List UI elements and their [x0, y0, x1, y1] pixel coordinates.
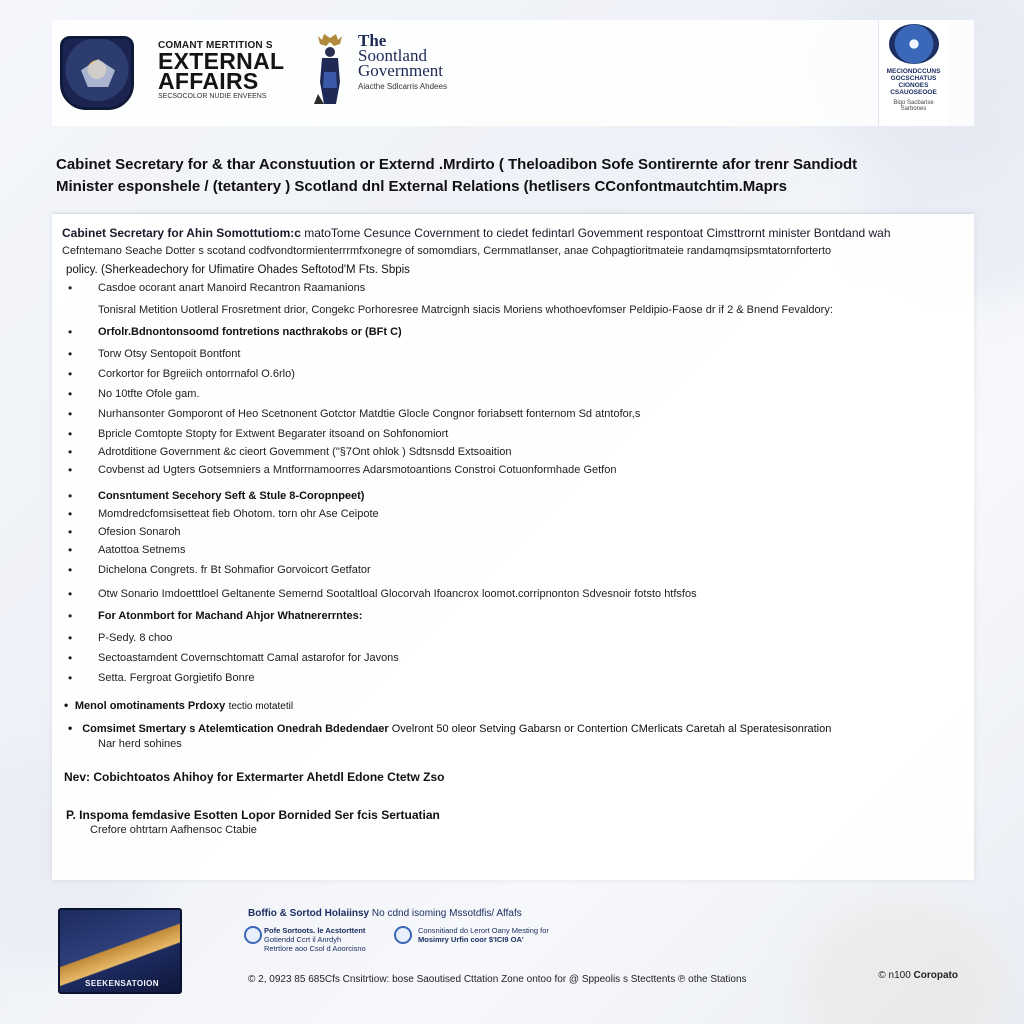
external-affairs-logo: [158, 40, 288, 100]
list-item: [68, 630, 968, 646]
list-item-text: Consntument Secehory Seft & Stule 8-Coropnpeet): [98, 490, 365, 502]
list-item: [68, 506, 968, 522]
ea-line-2: AFFAIRS: [158, 68, 259, 94]
footer-right-bold: Coropato: [913, 970, 958, 981]
figure-emblem-icon: [310, 32, 350, 106]
intro-bold: Cabinet Secretary for Ahin Somottutiom:c: [62, 226, 301, 240]
list-item: [68, 562, 968, 578]
intro-line-2: Cefntemano Seache Dotter s scotand codfvondtormienterrrmfxonegre of somomdiars, Cermmatlanser, anae Cohpagtioritmateie randamqmsipsmtatornforterto: [62, 245, 832, 257]
bullet-icon: •: [68, 281, 73, 295]
bullet-icon: •: [68, 525, 73, 539]
ea-subtitle: SECSOCOLOR NUDIE ENVEENS: [158, 93, 267, 100]
scotland-government-logo: [358, 31, 478, 91]
list-item: [68, 366, 968, 382]
sg-line-3: Government: [358, 61, 443, 80]
note-2-normal: Ovelront 50 oleor Setving Gabarsn or Contertion CMerlicats Caretah al Speratesisonration: [388, 723, 832, 735]
list-item-text: Tonisral Metition Uotleral Frosretment drior, Congekc Porhoresree Matrcignh siacis Moriens whothoevfomser Peldipio-Faose dr if 2 & Bnend Fevaldory:: [98, 304, 833, 316]
list-item: [68, 650, 968, 666]
list-item: [68, 280, 968, 296]
bullet-icon: •: [68, 651, 73, 665]
list-item: [68, 444, 968, 460]
list-item: [68, 608, 968, 624]
list-item-text: Otw Sonario Imdoetttloel Geltanente Semernd Sootaltloal Glocorvah Ifoancrox loomot.corripnonton Sdvesnoir fotsto htfsfos: [98, 588, 697, 600]
right-badge: [878, 20, 948, 126]
footer-col2-line2: Mosimry Urfin coor $'ICI9 OA': [418, 935, 524, 944]
footer-globe-icon: [394, 926, 412, 944]
list-item-text: Nurhansonter Gomporont of Heo Scetnonent Gotctor Matdtie Glocle Congnor foriabsett fonternom Sd atntofor,s: [98, 408, 641, 420]
footer-col1-line2: Gotiendd Ccrt il Anrdyh: [264, 935, 342, 944]
bullet-icon: •: [68, 387, 73, 401]
note-2-bullet: •: [68, 721, 73, 735]
list-item-text: Momdredcfomsisetteat fieb Ohotom. torn ohr Ase Ceipote: [98, 508, 379, 520]
bullet-icon: •: [68, 671, 73, 685]
bullet-icon: •: [68, 347, 73, 361]
title-line-1: Cabinet Secretary for & thar Aconstuution or Externd .Mrdirto ( Theloadibon Sofe Sontirernte afor trenr Sandiodt: [56, 156, 858, 173]
bullet-icon: •: [68, 427, 73, 441]
page-header: [52, 20, 974, 126]
bullet-icon: •: [68, 463, 73, 477]
badge-text: MECIONDCCUNS GOCSCHATUS CIONOES CSAUOSEOOE: [886, 68, 941, 96]
list-item: [68, 462, 968, 478]
list-item-text: Aatottoa Setnems: [98, 544, 186, 556]
footer-right-mark: [878, 970, 958, 981]
list-item-text: Adrotditione Government &c cieort Govemment ("§7Ont ohlok ) Sdtsnsdd Extsoaition: [98, 446, 512, 458]
list-item-text: Bpricle Comtopte Stopty for Extwent Begarater itsoand on Sohfonomiort: [98, 428, 449, 440]
list-item-text: Dichelona Congrets. fr Bt Sohmafior Gorvoicort Getfator: [98, 564, 371, 576]
note-2-bold: Comsimet Smertary s Atelemtication Onedrah Bdedendaer: [82, 723, 389, 735]
list-item: [68, 406, 968, 422]
list-item-text: Setta. Fergroat Gorgietifo Bonre: [98, 672, 255, 684]
page-footer: [52, 892, 974, 1012]
sg-subtitle: Aiacthe Sdlcarris Ahdees: [358, 82, 447, 91]
footer-heading-bold: Boffio & Sortod Holaiinsy: [248, 908, 370, 919]
note-1-bullet: •: [64, 698, 69, 712]
note-4-sub: Crefore ohtrtarn Aafhensoc Ctabie: [90, 824, 257, 836]
footer-seal-icon: [244, 926, 262, 944]
bullet-icon: •: [68, 507, 73, 521]
footer-crest-logo: [58, 908, 182, 994]
list-item-text: Casdoe ocorant anart Manoird Recantron Raamanions: [98, 282, 366, 294]
list-item-text: For Atonmbort for Machand Ahjor Whatnererrntes:: [98, 610, 363, 622]
ea-small-text: COMANT MERTITION S: [158, 40, 273, 51]
note-2: [68, 721, 968, 735]
list-item: [68, 670, 968, 686]
crest-logo: [60, 36, 134, 110]
footer-col2-line1: Consnitiand do Lerort Oany Mesting for: [418, 926, 549, 935]
footer-column-2: [418, 926, 549, 944]
footer-crest-text: SEEKENSATOION: [85, 979, 159, 988]
footer-heading: [248, 908, 522, 919]
list-item-text: No 10tfte Ofole gam.: [98, 388, 200, 400]
note-1-text: Menol omotinaments Prdoxy: [74, 700, 226, 712]
list-item-text: Corkortor for Bgreiich ontorrnafol O.6rlo): [98, 368, 295, 380]
intro-line-1: [62, 224, 967, 242]
bullet-icon: •: [68, 543, 73, 557]
list-item: [68, 346, 968, 362]
badge-subtext: Biqo Sacbarise Sarbones: [893, 100, 934, 112]
footer-copyright: © 2, 0923 85 685Cfs Cnsitrtiow: bose Saoutised Cttation Zone ontoo for @ Sppeolis s Stecttents ℗ othe Stations: [248, 974, 747, 985]
bullet-icon: •: [68, 631, 73, 645]
bullet-icon: •: [68, 325, 73, 339]
list-item-text: Ofesion Sonaroh: [98, 526, 181, 538]
document-body: [52, 213, 974, 880]
list-item: [68, 542, 968, 558]
list-item: [68, 586, 968, 602]
bullet-icon: •: [68, 445, 73, 459]
ea-line-1: EXTERNAL: [158, 48, 285, 74]
list-item: [68, 524, 968, 540]
intro-normal: matoTome Cesunce Covernment to ciedet fedintarl Govemment respontoat Cimsttrornt minister Bontdand wah: [300, 226, 891, 240]
bullet-icon: •: [68, 367, 73, 381]
footer-heading-normal: No cdnd isoming Mssotdfis/ Affafs: [369, 908, 522, 919]
list-item: [68, 324, 968, 340]
list-item: [68, 386, 968, 402]
footer-column-1: [264, 926, 366, 953]
list-item: [68, 488, 968, 504]
footer-col1-line3: Retrtlore aoo Csol d Aoorcisno: [264, 944, 366, 953]
intro-line-3: policy. (Sherkeadechory for Ufimatire Ohades Seftotod'M Fts. Sbpis: [66, 264, 410, 276]
note-2-sub: Nar herd sohines: [98, 738, 182, 750]
bullet-icon: •: [68, 587, 73, 601]
sg-line-2: Soontland: [358, 46, 427, 65]
title-line-2: Minister esponshele / (tetantery ) Scotland dnl External Relations (hetlisers CConfontmautchtim.Maprs: [56, 178, 787, 195]
footer-right-prefix: © n100: [878, 970, 911, 981]
bullet-icon: •: [68, 609, 73, 623]
note-3: Nev: Cobichtoatos Ahihoy for Extermarter Ahetdl Edone Ctetw Zso: [64, 770, 445, 784]
note-4: P. Inspoma femdasive Esotten Lopor Bornided Ser fcis Sertuatian: [66, 808, 440, 822]
list-item-text: Sectoastamdent Covernschtomatt Camal astarofor for Javons: [98, 652, 399, 664]
list-item-text: Orfolr.Bdnontonsoomd fontretions nacthrakobs or (BFt C): [98, 326, 402, 338]
list-item: [68, 426, 968, 442]
footer-col1-line1: Pofe Sortoots. le Acstorttent: [264, 926, 366, 935]
list-item-text: Covbenst ad Ugters Gotsemniers a Mntforrnamoorres Adarsmotoantions Constroi Cotuonformhade Getfon: [98, 464, 617, 476]
sg-line-1: The: [358, 31, 387, 50]
note-1-tail: tectio motatetil: [228, 701, 294, 712]
list-item: [68, 302, 968, 318]
globe-icon: [889, 24, 939, 64]
intro-paragraph: [62, 224, 967, 280]
note-1: [64, 698, 293, 712]
bullet-icon: •: [68, 407, 73, 421]
bullet-icon: •: [68, 563, 73, 577]
list-item-text: P-Sedy. 8 choo: [98, 632, 173, 644]
bullet-icon: •: [68, 489, 73, 503]
page-title: [56, 154, 956, 198]
list-item-text: Torw Otsy Sentopoit Bontfont: [98, 348, 241, 360]
